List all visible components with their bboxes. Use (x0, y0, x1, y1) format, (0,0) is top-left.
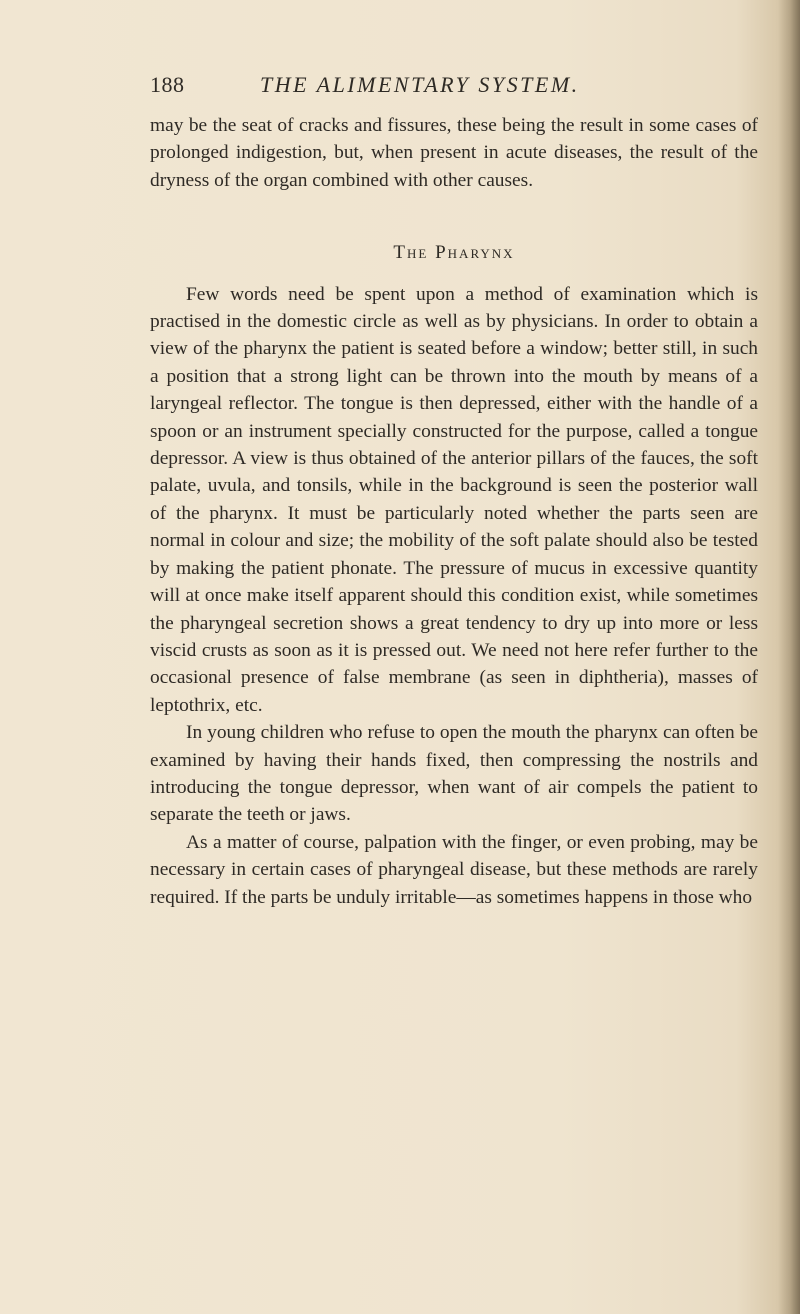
paragraph-palpation: As a matter of course, palpation with the finger, or even probing, may be necessary in certain cases of pharyngeal disease, but these methods are rarely required. If the parts be unduly irritable—as sometimes happens in those who (150, 831, 758, 908)
opening-paragraph: may be the seat of cracks and fissures, these being the result in some cases of prolonged indigestion, but, when present in acute diseases, the result of the dryness of the organ combined with other causes. (150, 115, 758, 191)
paragraph-young-children: In young children who refuse to open the mouth the pharynx can often be examined by having their hands fixed, then compressing the nostrils and introducing the tongue depressor, when want of air compels the patient to separate the teeth or jaws. (150, 722, 758, 826)
section-heading: The Pharynx (393, 242, 515, 264)
page-body (150, 112, 758, 911)
page-edge-shadow (778, 0, 800, 1314)
page-number: 188 (150, 72, 185, 97)
running-title: THE ALIMENTARY SYSTEM. (260, 72, 580, 97)
running-header (150, 72, 730, 102)
paragraph-examination-method: Few words need be spent upon a method of examination which is practised in the domestic circle as well as by physicians. In order to obtain a view of the pharynx the patient is seated before a window; better still, in such a position that a strong light can be thrown into the mouth by means of a laryngeal reflector. The tongue is then depressed, either with the handle of a spoon or an instrument specially constructed for the purpose, called a tongue depressor. A view is thus obtained of the anterior pillars of the fauces, the soft palate, uvula, and tonsils, while in the background is seen the posterior wall of the pharynx. It must be particularly noted whether the parts seen are normal in colour and size; the mobility of the soft palate should also be tested by making the patient phonate. The pressure of mucus in excessive quantity will at once make itself apparent should this condition exist, while sometimes the pharyngeal secretion shows a great tendency to dry up into more or less viscid crusts as soon as it is pressed out. We need not here refer further to the occasional presence of false membrane (as seen in diphtheria), masses of leptothrix, etc. (150, 283, 758, 716)
